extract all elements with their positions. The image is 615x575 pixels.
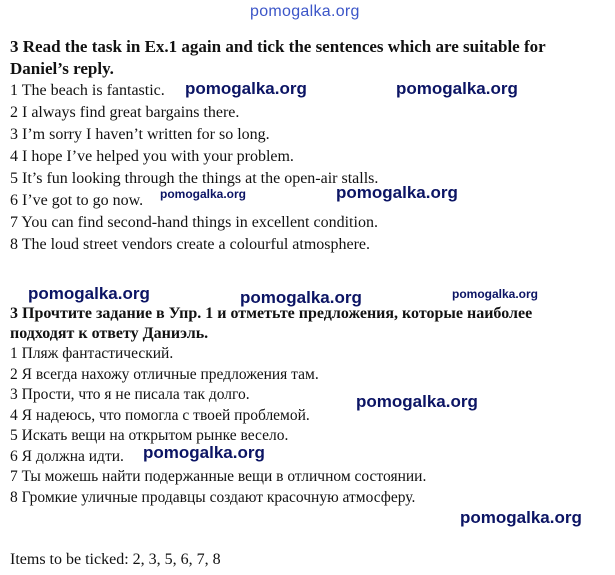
- russian-item-6: 6 Я должна идти.: [10, 447, 124, 465]
- english-item-4: 4 I hope I’ve helped you with your problem.: [10, 148, 294, 165]
- english-item-5: 5 It’s fun looking through the things at the open-air stalls.: [10, 170, 379, 187]
- watermark-6: pomogalka.org: [240, 288, 362, 307]
- russian-item-2: 2 Я всегда нахожу отличные предложения там.: [10, 365, 319, 383]
- watermark-1: pomogalka.org: [185, 79, 307, 98]
- watermark-9: pomogalka.org: [143, 443, 265, 462]
- russian-item-8: 8 Громкие уличные продавцы создают красочную атмосферу.: [10, 488, 416, 506]
- english-item-3: 3 I’m sorry I haven’t written for so long.: [10, 126, 270, 143]
- english-heading-line-2: Daniel’s reply.: [10, 59, 114, 78]
- russian-item-4: 4 Я надеюсь, что помогла с твоей проблемой.: [10, 406, 310, 424]
- watermark-5: pomogalka.org: [28, 284, 150, 303]
- russian-heading-line-1: 3 Прочтите задание в Упр. 1 и отметьте предложения, которые наиболее: [10, 305, 533, 322]
- watermark-4: pomogalka.org: [336, 183, 458, 202]
- russian-item-1: 1 Пляж фантастический.: [10, 345, 174, 362]
- watermark-top: pomogalka.org: [250, 3, 360, 20]
- watermark-7: pomogalka.org: [452, 287, 539, 301]
- answer-line: Items to be ticked: 2, 3, 5, 6, 7, 8: [10, 551, 221, 568]
- watermark-10: pomogalka.org: [460, 508, 582, 527]
- english-heading-line-1: 3 Read the task in Ex.1 again and tick the sentences which are suitable for: [10, 37, 546, 56]
- watermark-2: pomogalka.org: [396, 79, 518, 98]
- watermark-8: pomogalka.org: [356, 392, 478, 411]
- russian-item-7: 7 Ты можешь найти подержанные вещи в отличном состоянии.: [10, 468, 427, 485]
- english-exercise: [10, 36, 610, 256]
- russian-item-5: 5 Искать вещи на открытом рынке весело.: [10, 427, 289, 444]
- english-item-7: 7 You can find second-hand things in excellent condition.: [10, 214, 378, 231]
- english-item-8: 8 The loud street vendors create a colourful atmosphere.: [10, 236, 371, 253]
- english-item-2: 2 I always find great bargains there.: [10, 104, 240, 121]
- watermark-3: pomogalka.org: [160, 187, 247, 201]
- russian-heading-line-2: подходят к ответу Даниэль.: [10, 325, 209, 342]
- russian-exercise: [10, 304, 610, 508]
- english-item-1: 1 The beach is fantastic.: [10, 82, 165, 99]
- russian-item-3: 3 Прости, что я не писала так долго.: [10, 386, 250, 403]
- english-item-6: 6 I’ve got to go now.: [10, 192, 144, 209]
